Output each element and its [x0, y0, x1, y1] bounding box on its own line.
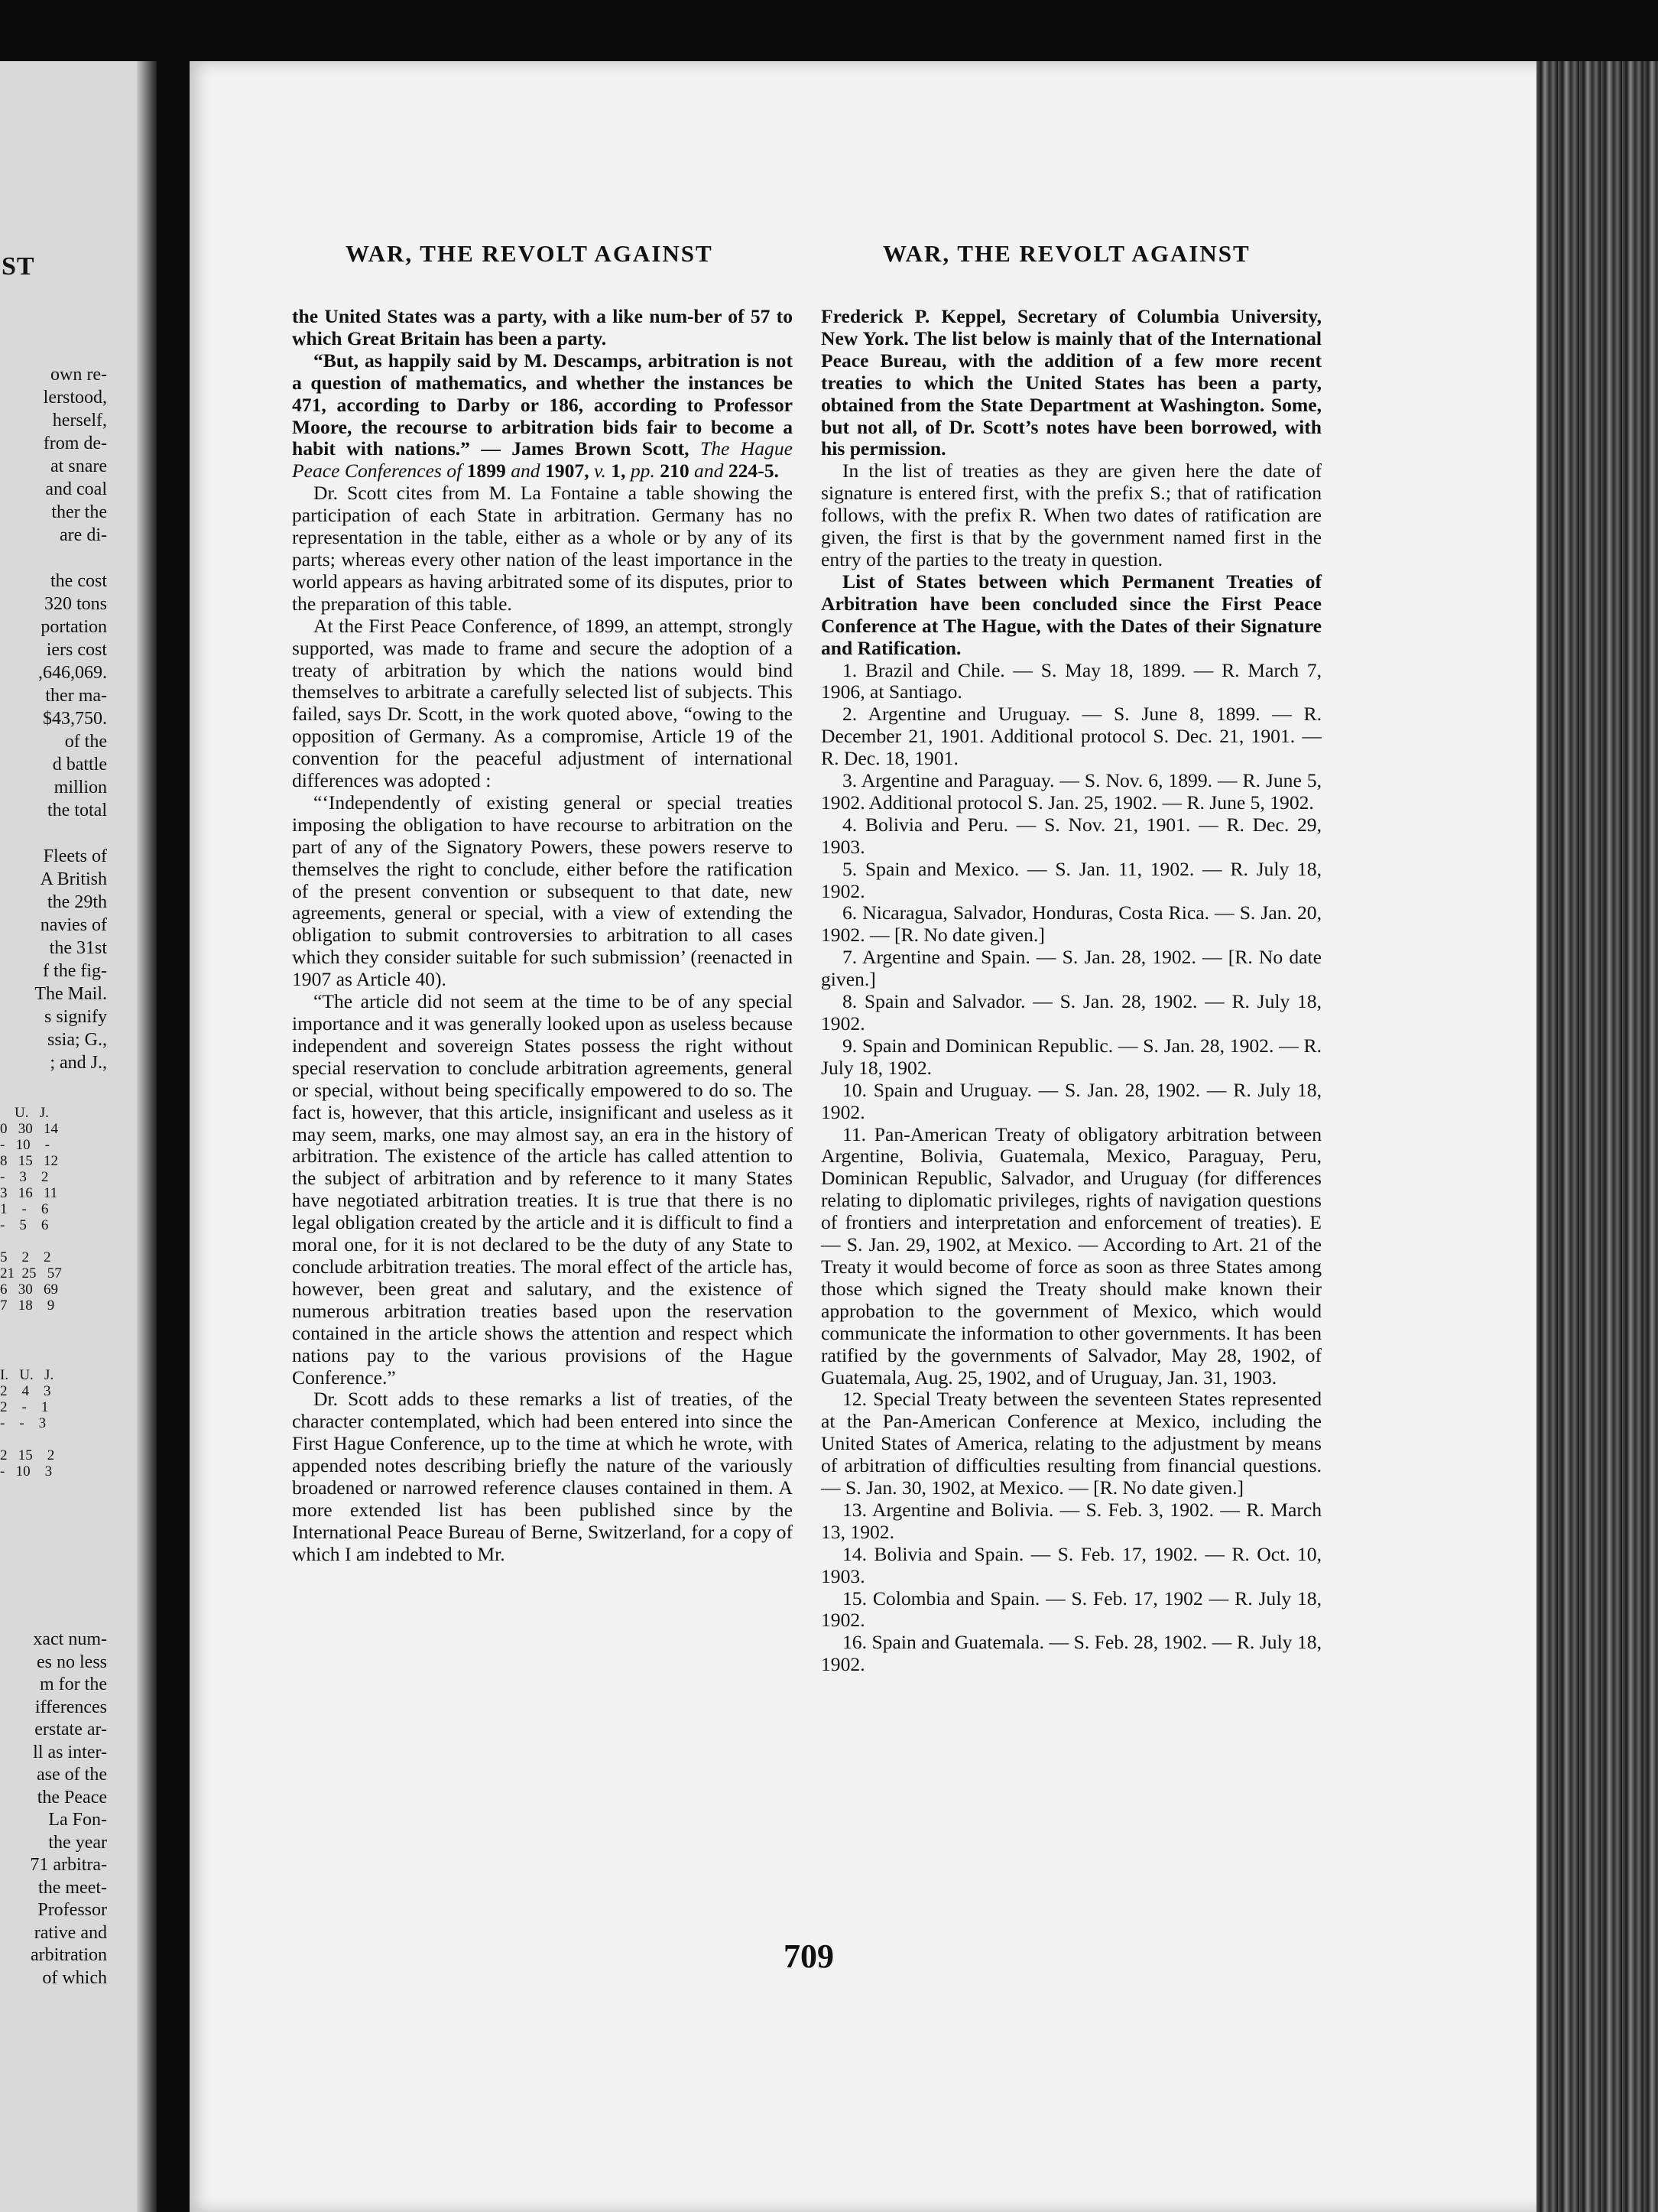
quote-paragraph: “The article did not seem at the time to be of any special importance and it was generally looked upon as useless because independent and sovereign States possess the right without special reservation to conclude arbitration agreements, general or special, without being specifically empowered to do so. The fact is, however, that this article, insignificant and useless as it may seem, marks, one may almost say, an era in the history of arbitration. The existence of the article has called attention to the subject of arbitration and by reference to it many States have negotiated arbitration treaties. It is true that there is no legal obligation created by the article and it is difficult to find a moral one, for it is not declared to be the duty of any State to conclude arbitration treaties. The moral effect of the article has, however, been great and salutary, and the existence of numerous arbitration treaties based upon the reservation contained in the article shows the attention and respect which nations pay to the various provisions of the Hague Conference.” [292, 990, 793, 1389]
citation-year: 1899 [466, 460, 511, 482]
treaty-list-item: 6. Nicaragua, Salvador, Honduras, Costa Rica. — S. Jan. 20, 1902. — [R. No date given.] [821, 901, 1322, 947]
treaty-list-item: 1. Brazil and Chile. — S. May 18, 1899. — R. March 7, 1906, at Santiago. [821, 658, 1322, 703]
citation-year-2: 1907, [545, 460, 594, 482]
page-gutter [137, 61, 157, 2212]
treaty-list-item: 7. Argentine and Spain. — S. Jan. 28, 1902. — [R. No date given.] [821, 946, 1322, 991]
text-column-right [821, 306, 1322, 1676]
paragraph: Dr. Scott cites from M. La Fontaine a table showing the participation of each State in arbitration. Germany has no representation in the table, either as a whole or by any of its parts; whereas every other nation of the least importance in the world appears as having arbitrated some of its disputes, prior to the preparation of this table. [292, 482, 793, 615]
list-title: List of States between which Permanent Treaties of Arbitration have been concluded since the First Peace Conference at The Hague, with the Dates of their Signature and Ratification. [821, 570, 1322, 659]
paragraph: Frederick P. Keppel, Secretary of Columbia University, New York. The list below is mainly that of the International Peace Bureau, with the addition of a few more recent treaties to which the United States has been a party, obtained from the State Department at Washington. Some, but not all, of Dr. Scott’s notes have been borrowed, with his permission. [821, 305, 1322, 460]
treaty-list-item: 13. Argentine and Bolivia. — S. Feb. 3, 1902. — R. March 13, 1902. [821, 1498, 1322, 1543]
paragraph: At the First Peace Conference, of 1899, an attempt, strongly supported, was made to frame and secure the adoption of a treaty of arbitration by which the nations would bind themselves to arbitrate a carefully selected list of subjects. This failed, says Dr. Scott, in the work quoted above, “owing to the opposition of Germany. As a compromise, Article 19 of the convention for the peaceful adjustment of international differences was adopted : [292, 614, 793, 792]
facing-page-table-2: I. U. J. 2 4 3 2 - 1 - - 3 2 15 2 - 10 3 [0, 1367, 55, 1480]
treaty-list-item: 11. Pan-American Treaty of obligatory arbitration between Argentine, Bolivia, Guatemala, Mexico, Paraguay, Peru, Dominican Republic, Salvador, and Uruguay (for differences relating to diplomatic privileges, rights of navigation questions of frontiers and interpretation and enforcement of treaties). E — S. Jan. 29, 1902, at Mexico. — According to Art. 21 of the Treaty it would become of force as soon as three States among those which signed the Treaty should make known their approbation to the government of Mexico, which would communicate the information to other governments. It has been ratified by the governments of Salvador, May 28, 1902, of Guatemala, Aug. 25, 1902, and of Uruguay, Jan. 31, 1903. [821, 1122, 1322, 1389]
treaty-list [821, 660, 1322, 1677]
running-header-left: WAR, THE REVOLT AGAINST [346, 240, 713, 267]
citation-conj: and [511, 460, 545, 482]
treaty-list-item: 16. Spain and Guatemala. — S. Feb. 28, 1902. — R. July 18, 1902. [821, 1631, 1322, 1676]
citation-and: and [694, 460, 728, 482]
book-binding-edge [1536, 61, 1658, 2212]
treaty-list-item: 8. Spain and Salvador. — S. Jan. 28, 1902. — R. July 18, 1902. [821, 990, 1322, 1035]
paragraph: Dr. Scott adds to these remarks a list of treaties, of the character contemplated, which had been entered into since the First Hague Conference, up to the time at which he wrote, with appended notes describing briefly the nature of the variously broadened or narrowed reference clauses contained in them. A more extended list has been published since by the International Peace Bureau of Berne, Switzerland, for a copy of which I am indebted to Mr. [292, 1388, 793, 1565]
citation-v: v. [593, 460, 612, 482]
paragraph: In the list of treaties as they are given here the date of signature is entered first, with the prefix S.; that of ratification follows, with the prefix R. When two dates of ratification are given, the first is that by the government named first in the entry of the parties to the treaty in question. [821, 460, 1322, 570]
treaty-list-item: 14. Bolivia and Spain. — S. Feb. 17, 1902. — R. Oct. 10, 1903. [821, 1542, 1322, 1587]
citation-volume: 1, [611, 460, 631, 482]
page-number: 709 [784, 1938, 834, 1975]
treaty-list-item: 2. Argentine and Uruguay. — S. June 8, 1899. — R. December 21, 1901. Additional protocol S. Dec. 21, 1901. — R. Dec. 18, 1901. [821, 703, 1322, 770]
treaty-list-item: 15. Colombia and Spain. — S. Feb. 17, 1902 — R. July 18, 1902. [821, 1587, 1322, 1632]
citation-page: 210 [660, 460, 695, 482]
treaty-list-item: 9. Spain and Dominican Republic. — S. Jan. 28, 1902. — R. July 18, 1902. [821, 1034, 1322, 1079]
facing-page-table: U. J. 0 30 14 - 10 - 8 15 12 - 3 2 3 16 11 1 - 6 - 5 6 5 2 2 21 25 57 6 30 69 7 18 9 [0, 1105, 62, 1314]
facing-page-text: own re- lerstood, herself, from de- at snare and coal ther the are di- the cost 320 tons portation iers cost ,646,069. ther ma- $43,750. of the d battle million the total Fleets of A British the 29th navies of the 31st f the fig- The Mail. s signify ssia; G., ; and J., [34, 365, 107, 1073]
citation-page-2: 224-5. [728, 460, 779, 482]
treaty-list-item: 3. Argentine and Paraguay. — S. Nov. 6, 1899. — R. June 5, 1902. Additional protocol S. Jan. 25, 1902. — R. June 5, 1902. [821, 769, 1322, 814]
facing-page-text-2: xact num- es no less m for the ifferences erstate ar- ll as inter- ase of the the Peace La Fon- the year 71 arbitra- the meet- Professor rative and arbitration of which [30, 1629, 107, 1988]
treaty-list-item: 4. Bolivia and Peru. — S. Nov. 21, 1901. — R. Dec. 29, 1903. [821, 813, 1322, 858]
quote-paragraph: “‘Independently of existing general or special treaties imposing the obligation to have recourse to arbitration on the part of any of the Signatory Powers, these powers reserve to themselves the right to conclude, either before the ratification of the present convention or subsequent to that date, new agreements, general or special, with a view of extending the obligation to submit controversies to arbitration to all cases which they consider suitable for such submission’ (reenacted in 1907 as Article 40). [292, 791, 793, 991]
paragraph: the United States was a party, with a like num-ber of 57 to which Great Britain has been a party. [292, 305, 793, 349]
treaty-list-item: 10. Spain and Uruguay. — S. Jan. 28, 1902. — R. July 18, 1902. [821, 1078, 1322, 1123]
citation-pp: pp. [630, 460, 660, 482]
quote-paragraph [292, 350, 793, 482]
text-column-left [292, 306, 793, 1566]
quote-text: “But, as happily said by M. Descamps, arbitration is not a question of mathematics, and whether the instances be 471, according to Darby or 186, according to Professor Moore, the recourse to arbitration bids fair to become a habit with nations.” — James Brown Scott, [292, 349, 793, 460]
running-header-right: WAR, THE REVOLT AGAINST [883, 240, 1251, 267]
facing-page-header: ST [2, 252, 35, 281]
facing-page-fragment [0, 61, 157, 2212]
citation-title: The Hague Peace Conferences of [292, 437, 793, 482]
treaty-list-item: 12. Special Treaty between the seventeen States represented at the Pan-American Conference at Mexico, including the United States of America, relating to the adjustment by means of arbitration of difficulties resulting from financial questions. — S. Jan. 30, 1902, at Mexico. — [R. No date given.] [821, 1388, 1322, 1499]
treaty-list-item: 5. Spain and Mexico. — S. Jan. 11, 1902. — R. July 18, 1902. [821, 857, 1322, 902]
